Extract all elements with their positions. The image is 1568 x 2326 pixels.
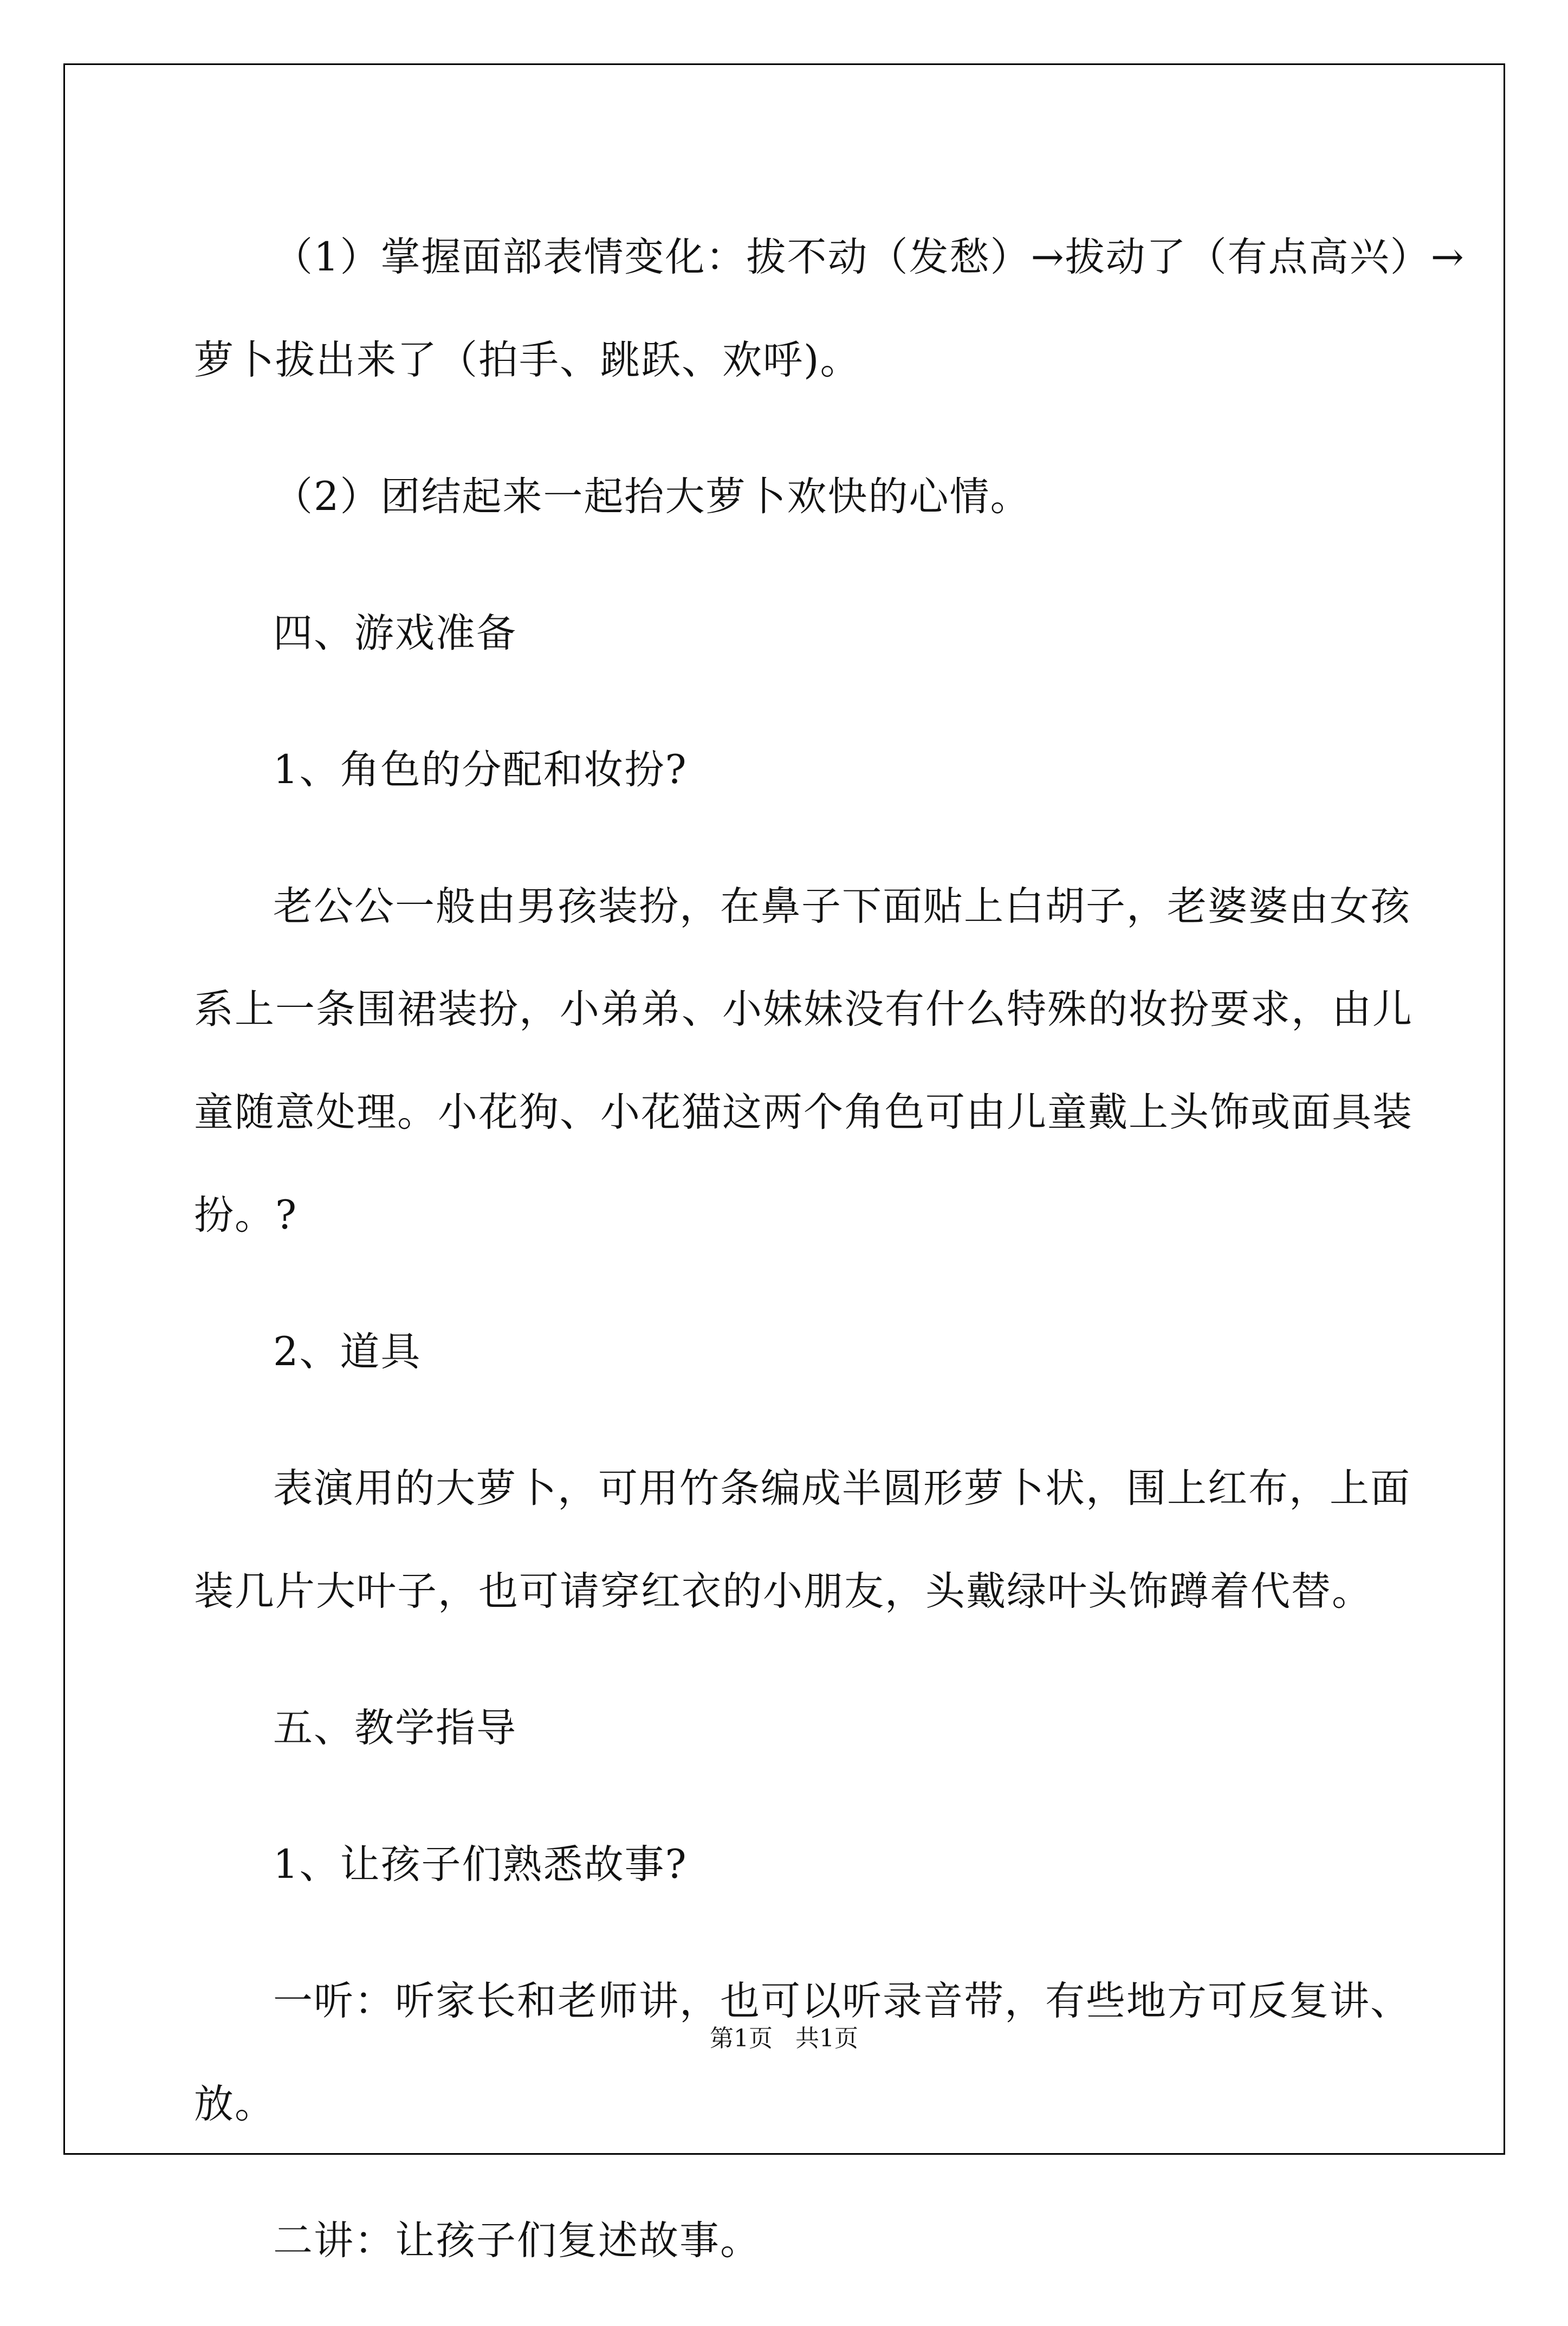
paragraph-line: 老公公一般由男孩装扮，在鼻子下面贴上白胡子，老婆婆由女孩 [273, 883, 1411, 929]
subheading-roles [194, 719, 1424, 822]
paragraph-line: 装几片大叶子，也可请穿红衣的小朋友，头戴绿叶头饰蹲着代替。 [194, 1568, 1372, 1614]
paragraph-line: 萝卜拔出来了（拍手、跳跃、欢呼)。 [194, 337, 861, 383]
paragraph-line: 2、道具 [273, 1329, 422, 1375]
paragraph-props-description [194, 1437, 1424, 1643]
paragraph-line: （1）掌握面部表情变化：拔不动（发愁）→拔动了（有点高兴）→ [273, 234, 1465, 280]
paragraph-line: 童随意处理。小花狗、小花猫这两个角色可由儿童戴上头饰或面具装 [194, 1089, 1413, 1135]
section-heading-game-preparation [194, 582, 1424, 685]
paragraph-retell [194, 2189, 1424, 2292]
paragraph-line: 放。 [194, 2081, 275, 2127]
paragraph-line: 表演用的大萝卜，可用竹条编成半圆形萝卜状，围上红布，上面 [273, 1465, 1411, 1511]
paragraph-learning-goal-1 [194, 206, 1465, 412]
document-body [194, 206, 1465, 2326]
paragraph-line: 1、角色的分配和妆扮? [273, 747, 688, 793]
page-footer-number: 第1页 共1页 [710, 2025, 858, 2052]
paragraph-line: 四、游戏准备 [273, 610, 517, 656]
paragraph-learning-goal-2 [194, 445, 1424, 548]
paragraph-line: 二讲：让孩子们复述故事。 [273, 2218, 761, 2264]
paragraph-line: 扮。? [194, 1192, 298, 1238]
paragraph-line: 五、教学指导 [273, 1705, 517, 1751]
paragraph-line: 系上一条围裙装扮，小弟弟、小妹妹没有什么特殊的妆扮要求，由儿 [194, 986, 1413, 1032]
paragraph-line: （2）团结起来一起抬大萝卜欢快的心情。 [273, 474, 1031, 520]
paragraph-roles-description [194, 855, 1424, 1267]
section-heading-teaching-guidance [194, 1677, 1424, 1780]
paragraph-line: 1、让孩子们熟悉故事? [273, 1842, 688, 1888]
subheading-props [194, 1301, 1424, 1404]
paragraph-line: 一听：听家长和老师讲，也可以听录音带，有些地方可反复讲、 [273, 1978, 1411, 2024]
subheading-familiarize-story [194, 1813, 1424, 1916]
